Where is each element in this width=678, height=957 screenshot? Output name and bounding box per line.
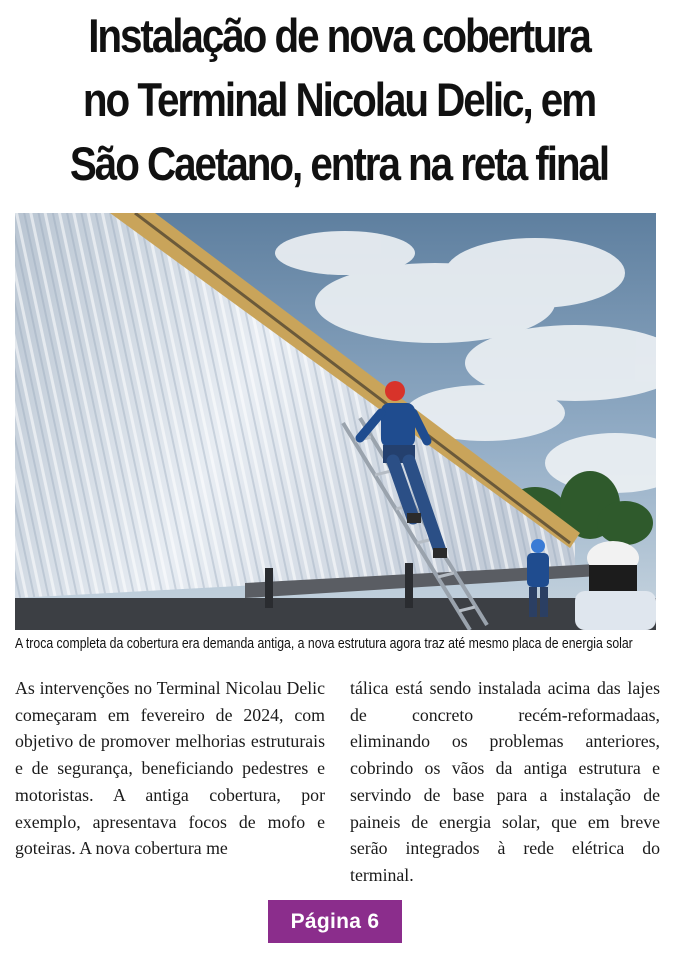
page-number-badge [268, 900, 402, 943]
article-photo [15, 213, 656, 630]
headline-line-1: Instalação de nova cobertura [88, 9, 590, 62]
page-number-label: Página 6 [290, 909, 380, 933]
headline-line-2: no Terminal Nicolau Delic, em [82, 73, 596, 126]
article-body-column-left: As intervenções no Terminal Nicolau Delic começaram em fevereiro de 2024, com objetivo de promover melhorias estruturais e de segurança, beneficiando pedestres e motoristas. A antiga cobertura, por exemplo, apresentava focos de mofo e goteiras. A nova cobertura me [15, 678, 325, 859]
photo-caption: A troca completa da cobertura era demanda antiga, a nova estrutura agora traz até mesmo placa de energia solar [15, 636, 633, 652]
headline-line-3: São Caetano, entra na reta final [69, 137, 609, 190]
roof-installation-illustration [15, 213, 656, 630]
article-body-column-right: tálica está sendo instalada acima das lajes de concreto recém-reformadaas, eliminando os problemas anteriores, cobrindo os vãos da antiga estrutura e servindo de base para a instalação de paineis de energia solar, que em breve serão integrados à rede elétrica do terminal. [350, 678, 660, 885]
headline [47, 4, 630, 196]
